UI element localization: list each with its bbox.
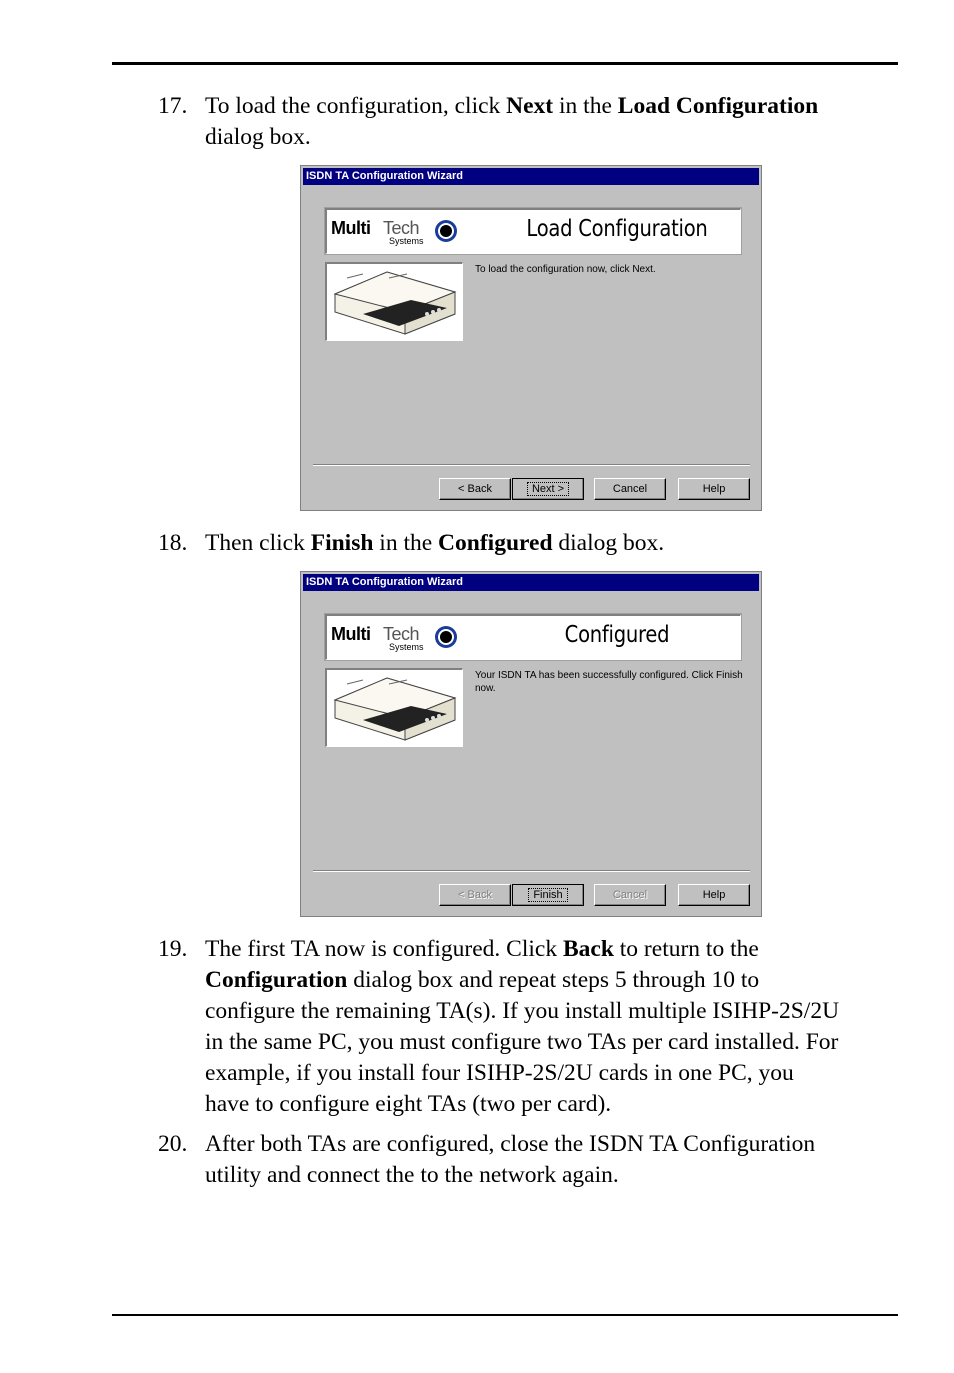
- dialog-banner: [325, 208, 741, 254]
- multitech-logo: Multi Tech Systems: [331, 622, 463, 654]
- cancel-button: Cancel: [594, 884, 666, 906]
- step-text: After both TAs are configured, close the ISDN TA Configuration utility and connect the to the network again.: [205, 1131, 816, 1188]
- finish-button[interactable]: Finish: [512, 884, 584, 906]
- dialog-title-bar: ISDN TA Configuration Wizard: [303, 168, 759, 185]
- footer-rule: [112, 1314, 898, 1316]
- device-image: [325, 262, 463, 341]
- dialog-message: To load the configuration now, click Next.: [475, 264, 656, 275]
- dialog-banner: [325, 614, 741, 660]
- step-text: To load the configuration, click Next in the Load Configuration dialog box.: [205, 93, 819, 150]
- back-button: < Back: [439, 884, 511, 906]
- isdn-ta-device-icon: [327, 670, 462, 746]
- next-button[interactable]: Next >: [512, 478, 584, 500]
- help-button[interactable]: Help: [678, 478, 750, 500]
- isdn-ta-device-icon: [327, 264, 462, 340]
- dialog-heading: Load Configuration: [526, 216, 708, 242]
- button-separator: [313, 870, 750, 872]
- step-text: The first TA now is configured. Click Back to return to the Configuration dialog box and repeat steps 5 through 10 to configure the remaining TA(s). If you install multiple ISIHP-2S/2U in the same PC, you must configure two TAs per card installed. For example, if you install four ISIHP-2S/2U cards in one PC, you have to configure eight TAs (two per card).: [205, 936, 840, 1117]
- dialog-message: Your ISDN TA has been successfully configured. Click Finish now.: [475, 670, 743, 694]
- cancel-button[interactable]: Cancel: [594, 478, 666, 500]
- back-button[interactable]: < Back: [439, 478, 511, 500]
- step-number: 19.: [158, 936, 188, 962]
- dialog-title-bar: ISDN TA Configuration Wizard: [303, 574, 759, 591]
- header-rule: [112, 62, 898, 65]
- help-button[interactable]: Help: [678, 884, 750, 906]
- multitech-logo: Multi Tech Systems: [331, 216, 463, 248]
- step-number: 20.: [158, 1131, 188, 1157]
- load-configuration-dialog: [300, 165, 762, 511]
- dialog-heading: Configured: [564, 622, 670, 648]
- device-image: [325, 668, 463, 747]
- configured-dialog: [300, 571, 762, 917]
- step-number: 17.: [158, 93, 188, 119]
- button-separator: [313, 464, 750, 466]
- step-text: Then click Finish in the Configured dialog box.: [205, 530, 665, 556]
- step-number: 18.: [158, 530, 188, 556]
- logo-disc-icon: [435, 626, 457, 648]
- logo-disc-icon: [435, 220, 457, 242]
